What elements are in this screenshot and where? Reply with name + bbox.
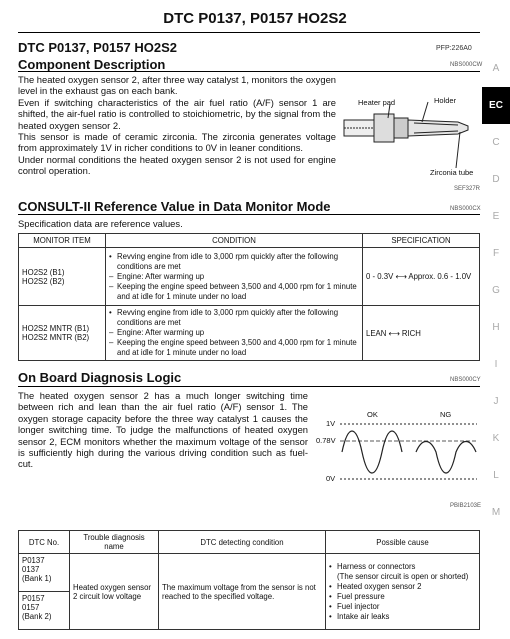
condition-main: • Revving engine from idle to 3,000 rpm quickly after the following conditions are met bbox=[109, 252, 359, 272]
trouble-name: Heated oxygen sensor 2 circuit low voltage bbox=[70, 554, 159, 630]
dtc-col-no: DTC No. bbox=[19, 531, 70, 554]
graph-1v-label: 1V bbox=[326, 419, 336, 428]
consult-header-row bbox=[19, 234, 480, 248]
obd-title: On Board Diagnosis Logic bbox=[18, 370, 182, 385]
cause-sensor: • Heated oxygen sensor 2 bbox=[329, 582, 476, 592]
fig-label-heater-pad: Heater pad bbox=[358, 98, 396, 107]
tab-f[interactable]: F bbox=[492, 248, 500, 259]
waveform-graph bbox=[312, 408, 482, 512]
tab-h[interactable]: H bbox=[492, 322, 500, 333]
graph-ng-label: NG bbox=[440, 410, 452, 419]
component-text bbox=[18, 74, 336, 177]
dtc-col-cause: Possible cause bbox=[326, 531, 480, 554]
cause-fuel-pressure: • Fuel pressure bbox=[329, 592, 476, 602]
tab-k[interactable]: K bbox=[492, 433, 500, 444]
cause-harness bbox=[329, 562, 476, 582]
graph-ok-label: OK bbox=[367, 410, 378, 419]
condition-sublist bbox=[109, 272, 359, 302]
sensor-figure bbox=[338, 76, 482, 194]
spec-cell: 0 - 0.3V ⟷ Approx. 0.6 - 1.0V bbox=[363, 248, 480, 306]
monitor-item-b1: HO2S2 MNTR (B1) bbox=[22, 324, 90, 333]
condition-sublist bbox=[109, 328, 359, 358]
dtc-code-p0137: P0137 bbox=[22, 556, 45, 565]
obd-ref: NBS000CY bbox=[450, 377, 481, 383]
tab-l[interactable]: L bbox=[493, 470, 499, 481]
dtc-code-p0157: P0157 bbox=[22, 594, 45, 603]
detecting-condition: The maximum voltage from the sensor is not reached to the specified voltage. bbox=[159, 554, 326, 630]
dtc-code-0157: 0157 bbox=[22, 603, 40, 612]
dtc-table bbox=[18, 530, 480, 630]
tab-j[interactable]: J bbox=[493, 396, 499, 407]
tab-d[interactable]: D bbox=[492, 174, 500, 185]
possible-cause bbox=[326, 554, 480, 630]
condition-list bbox=[109, 252, 359, 272]
table-row bbox=[19, 248, 480, 306]
component-para-1: The heated oxygen sensor 2, after three way catalyst 1, monitors the oxygen level in the exhaust gas on each bank. bbox=[18, 74, 336, 97]
header-rule bbox=[18, 32, 480, 33]
cause-list bbox=[329, 562, 476, 622]
dtc-no-bank1 bbox=[19, 554, 70, 592]
section-title: DTC P0137, P0157 HO2S2 bbox=[18, 40, 177, 55]
side-tab-bar bbox=[482, 50, 510, 531]
monitor-item-b2: HO2S2 (B2) bbox=[22, 276, 65, 286]
section-code: PFP:226A0 bbox=[436, 45, 472, 52]
dtc-col-condition: DTC detecting condition bbox=[159, 531, 326, 554]
cause-harness-note: (The sensor circuit is open or shorted) bbox=[337, 571, 469, 581]
consult-col-item: MONITOR ITEM bbox=[19, 234, 106, 248]
tab-ec[interactable]: EC bbox=[482, 87, 510, 124]
dtc-bank2: (Bank 2) bbox=[22, 612, 52, 621]
component-rule bbox=[18, 71, 480, 72]
component-title: Component Description bbox=[18, 57, 166, 72]
consult-note: Specification data are reference values. bbox=[18, 218, 183, 229]
monitor-item bbox=[19, 306, 106, 361]
condition-sub-2: – Keeping the engine speed between 3,500 and 4,000 rpm for 1 minute and at idle for 1 minute under no load bbox=[109, 282, 359, 302]
component-para-3: This sensor is made of ceramic zirconia. The zirconia generates voltage from approximately 1V in richer conditions to 0V in leaner conditions. bbox=[18, 131, 336, 154]
graph-0v-label: 0V bbox=[326, 474, 336, 483]
fig-label-zirconia-tube: Zirconia tube bbox=[430, 168, 474, 177]
consult-col-spec: SPECIFICATION bbox=[363, 234, 480, 248]
condition-sub-2: – Keeping the engine speed between 3,500 and 4,000 rpm for 1 minute and at idle for 1 minute under no load bbox=[109, 338, 359, 358]
fig-label-holder: Holder bbox=[434, 96, 457, 105]
consult-table bbox=[18, 233, 480, 361]
cause-harness-label: Harness or connectors bbox=[337, 561, 416, 571]
tab-e[interactable]: E bbox=[492, 211, 500, 222]
condition-cell bbox=[106, 248, 363, 306]
tab-c[interactable]: C bbox=[492, 137, 500, 148]
monitor-item-b2: HO2S2 MNTR (B2) bbox=[22, 333, 90, 342]
obd-graph bbox=[312, 408, 482, 512]
graph-code: PBIB2103E bbox=[450, 503, 482, 509]
page-header: DTC P0137, P0157 HO2S2 bbox=[163, 10, 347, 27]
dtc-bank1: (Bank 1) bbox=[22, 574, 52, 583]
consult-rule bbox=[18, 214, 480, 215]
tab-i[interactable]: I bbox=[494, 359, 498, 370]
condition-list bbox=[109, 308, 359, 328]
tab-m[interactable]: M bbox=[491, 507, 501, 518]
consult-col-condition: CONDITION bbox=[106, 234, 363, 248]
spec-cell: LEAN ⟷ RICH bbox=[363, 306, 480, 361]
table-row bbox=[19, 306, 480, 361]
component-para-2: Even if switching characteristics of the air fuel ratio (A/F) sensor 1 are shifted, the air-fuel ratio is controlled to stoichiometric, by the signal from the heated oxygen sensor 2. bbox=[18, 96, 336, 131]
condition-sub-1: – Engine: After warming up bbox=[109, 272, 359, 282]
monitor-item-b1: HO2S2 (B1) bbox=[22, 267, 65, 277]
obd-text: The heated oxygen sensor 2 has a much longer switching time between rich and lean than the air fuel ratio (A/F) sensor 1. The oxygen storage capacity before the three way catalyst 1 causes the longer switching time. To judge the malfunctions of heated oxygen sensor 2, ECM monitors whether the maximum voltage of the sensor is sufficiently high during the various driving condition such as fuel-cut. bbox=[18, 390, 308, 470]
graph-078v-label: 0.78V bbox=[316, 436, 336, 445]
condition-cell bbox=[106, 306, 363, 361]
consult-title: CONSULT-II Reference Value in Data Monitor Mode bbox=[18, 199, 331, 214]
component-ref: NBS000CW bbox=[450, 62, 483, 68]
component-para-4: Under normal conditions the heated oxygen sensor 2 is not used for engine control operation. bbox=[18, 153, 336, 177]
tab-a[interactable]: A bbox=[492, 63, 500, 74]
dtc-no-bank2 bbox=[19, 592, 70, 630]
table-row bbox=[19, 554, 480, 592]
tab-g[interactable]: G bbox=[492, 285, 500, 296]
dtc-code-0137: 0137 bbox=[22, 565, 40, 574]
condition-main: • Revving engine from idle to 3,000 rpm quickly after the following conditions are met bbox=[109, 308, 359, 328]
dtc-col-name: Trouble diagnosis name bbox=[70, 531, 159, 554]
monitor-item bbox=[19, 248, 106, 306]
dtc-header-row bbox=[19, 531, 480, 554]
fig-code: SEF327R bbox=[454, 186, 481, 192]
obd-rule bbox=[18, 386, 480, 387]
cause-fuel-injector: • Fuel injector bbox=[329, 602, 476, 612]
cause-air-leaks: • Intake air leaks bbox=[329, 612, 476, 622]
condition-sub-1: – Engine: After warming up bbox=[109, 328, 359, 338]
consult-ref: NBS000CX bbox=[450, 206, 481, 212]
